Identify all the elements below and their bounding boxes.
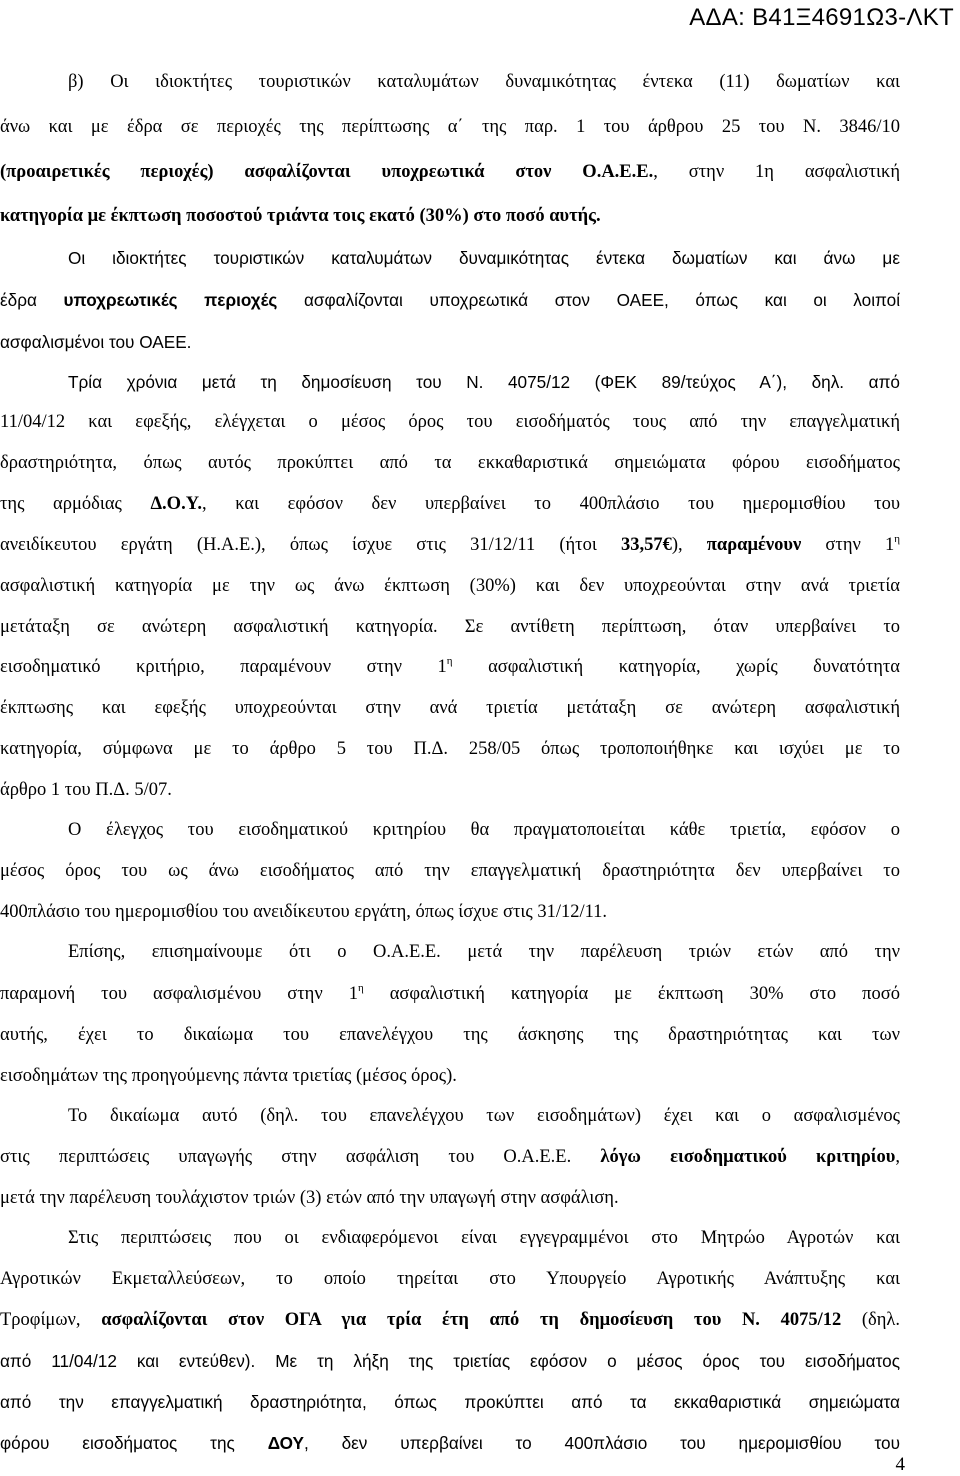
text-line [0, 204, 900, 228]
text-run: ασφαλίζονται υποχρεωτικά στον ΟΑΕΕ, όπως και οι λοιποί [303, 290, 901, 310]
text-line: 11/04/12 και εφεξής, ελέγχεται ο μέσος όρος του εισοδήματός τους από την επαγγελματική [0, 412, 900, 432]
ada-code: ΑΔΑ: Β41Ξ4691Ω3-ΛΚΤ [689, 4, 954, 31]
text-line: Επίσης, επισημαίνουμε ότι ο Ο.Α.Ε.Ε. μετά την παρέλευση τριών ετών από την [68, 942, 900, 962]
bold-text: παραμένουν [706, 535, 802, 555]
text-run: , δεν υπερβαίνει το 400πλάσιο του ημερομισθίου του [303, 1433, 901, 1453]
text-run: παραμονή του ασφαλισμένου στην 1 [0, 984, 358, 1004]
text-line: άρθρο 1 του Π.Δ. 5/07. [0, 780, 172, 800]
text-line: ασφαλιστική κατηγορία με την ως άνω έκπτωση (30%) και δεν υποχρεούνται στην ανά τριετία [0, 576, 900, 596]
text-line: έκπτωσης και εφεξής υποχρεούνται στην ανά τριετία μετάταξη σε ανώτερη ασφαλιστική [0, 698, 900, 718]
text-run: Τροφίμων, [0, 1310, 81, 1330]
text-line [0, 288, 900, 312]
text-line: δραστηριότητα, όπως αυτός προκύπτει από τα εκκαθαριστικά σημειώματα φόρου εισοδήματος [0, 453, 900, 473]
text-run: στην 1 [825, 535, 895, 555]
text-line: β) Οι ιδιοκτήτες τουριστικών καταλυμάτων δυναμικότητας έντεκα (11) δωματίων και [68, 72, 900, 92]
text-run: ), [671, 535, 683, 555]
text-line [0, 492, 900, 516]
superscript: η [894, 533, 901, 545]
page-number: 4 [895, 1454, 905, 1475]
text-run: ασφαλιστική κατηγορία με έκπτωση 30% στο ποσό [389, 984, 900, 1004]
text-line [0, 160, 900, 184]
text-line: ασφαλισμένοι του ΟΑΕΕ. [0, 332, 192, 352]
bold-text: 33,57€ [620, 535, 672, 555]
text-line: μετάταξη σε ανώτερη ασφαλιστική κατηγορία. Σε αντίθετη περίπτωση, όταν υπερβαίνει το [0, 617, 900, 637]
text-line [0, 533, 900, 557]
bold-text: (προαιρετικές περιοχές) ασφαλίζονται υποχρεωτικά στον Ο.Α.Ε.Ε. [0, 162, 654, 182]
text-run: ασφαλιστική κατηγορία, χωρίς δυνατότητα [488, 657, 901, 677]
text-run: φόρου εισοδήματος της [0, 1433, 235, 1453]
text-run: , και εφόσον δεν υπερβαίνει το 400πλάσιο του ημερομισθίου του [202, 494, 900, 514]
bold-text: Δ.Ο.Υ. [150, 494, 202, 514]
text-line: από την επαγγελματική δραστηριότητα, όπως προκύπτει από τα εκκαθαριστικά σημειώματα [0, 1392, 900, 1412]
text-line: άνω και με έδρα σε περιοχές της περίπτωσης α΄ της παρ. 1 του άρθρου 25 του Ν. 3846/10 [0, 117, 900, 137]
text-line: Οι ιδιοκτήτες τουριστικών καταλυμάτων δυναμικότητας έντεκα δωματίων και άνω με [68, 248, 900, 268]
superscript: η [446, 655, 453, 667]
text-line: 400πλάσιο του ημερομισθίου του ανειδίκευτου εργάτη, όπως ίσχυε στις 31/12/11. [0, 902, 608, 922]
text-run: , στην 1η ασφαλιστική [653, 162, 900, 182]
text-line: μέσος όρος του ως άνω εισοδήματος από την επαγγελματική δραστηριότητα δεν υπερβαίνει το [0, 861, 900, 881]
text-line [0, 1308, 900, 1332]
text-run: στις περιπτώσεις υπαγωγής στην ασφάλιση του Ο.Α.Ε.Ε. [0, 1147, 572, 1167]
bold-text: κατηγορία με έκπτωση ποσοστού τριάντα τοις εκατό (30%) στο ποσό αυτής. [0, 206, 601, 226]
bold-text: υποχρεωτικές περιοχές [63, 290, 278, 310]
text-line: Το δικαίωμα αυτό (δηλ. του επανελέγχου των εισοδημάτων) έχει και ο ασφαλισμένος [68, 1106, 900, 1126]
text-line [0, 1145, 900, 1169]
text-line [0, 982, 900, 1006]
text-line: Ο έλεγχος του εισοδηματικού κριτηρίου θα πραγματοποιείται κάθε τριετία, εφόσον ο [68, 820, 900, 840]
bold-text: ΔΟΥ [267, 1433, 304, 1453]
text-run: της αρμόδιας [0, 494, 122, 514]
text-line: από 11/04/12 και εντεύθεν). Με τη λήξη της τριετίας εφόσον ο μέσος όρος του εισοδήματος [0, 1351, 900, 1371]
text-line: Στις περιπτώσεις που οι ενδιαφερόμενοι είναι εγγεγραμμένοι στο Μητρώο Αγροτών και [68, 1228, 900, 1248]
text-line: Τρία χρόνια μετά τη δημοσίευση του Ν. 4075/12 (ΦΕΚ 89/τεύχος Α΄), δηλ. από [68, 372, 900, 392]
text-line: αυτής, έχει το δικαίωμα του επανελέγχου της άσκησης της δραστηριότητας και των [0, 1025, 900, 1045]
text-line [0, 655, 900, 679]
text-line: Αγροτικών Εκμεταλλεύσεων, το οποίο τηρείται στο Υπουργείο Αγροτικής Ανάπτυξης και [0, 1269, 900, 1289]
text-run: εισοδηματικό κριτήριο, παραμένουν στην 1 [0, 657, 447, 677]
text-line: μετά την παρέλευση τουλάχιστον τριών (3) ετών από την υπαγωγή στην ασφάλιση. [0, 1188, 619, 1208]
bold-text: λόγω εισοδηματικού κριτηρίου [600, 1147, 896, 1167]
text-line: εισοδημάτων της προηγούμενης πάντα τριετίας (μέσος όρος). [0, 1066, 457, 1086]
text-run: έδρα [0, 290, 37, 310]
superscript: η [357, 982, 364, 994]
text-run: , [895, 1147, 901, 1167]
bold-text: ασφαλίζονται στον ΟΓΑ για τρία έτη από τη δημοσίευση του Ν. 4075/12 [101, 1310, 842, 1330]
text-run: ανειδίκευτου εργάτη (Η.Α.Ε.), όπως ίσχυε στις 31/12/11 (ήτοι [0, 535, 597, 555]
text-line: κατηγορία, σύμφωνα με το άρθρο 5 του Π.Δ. 258/05 όπως τροποποιήθηκε και ισχύει με το [0, 739, 900, 759]
text-run: (δηλ. [861, 1310, 901, 1330]
text-line [0, 1431, 900, 1455]
